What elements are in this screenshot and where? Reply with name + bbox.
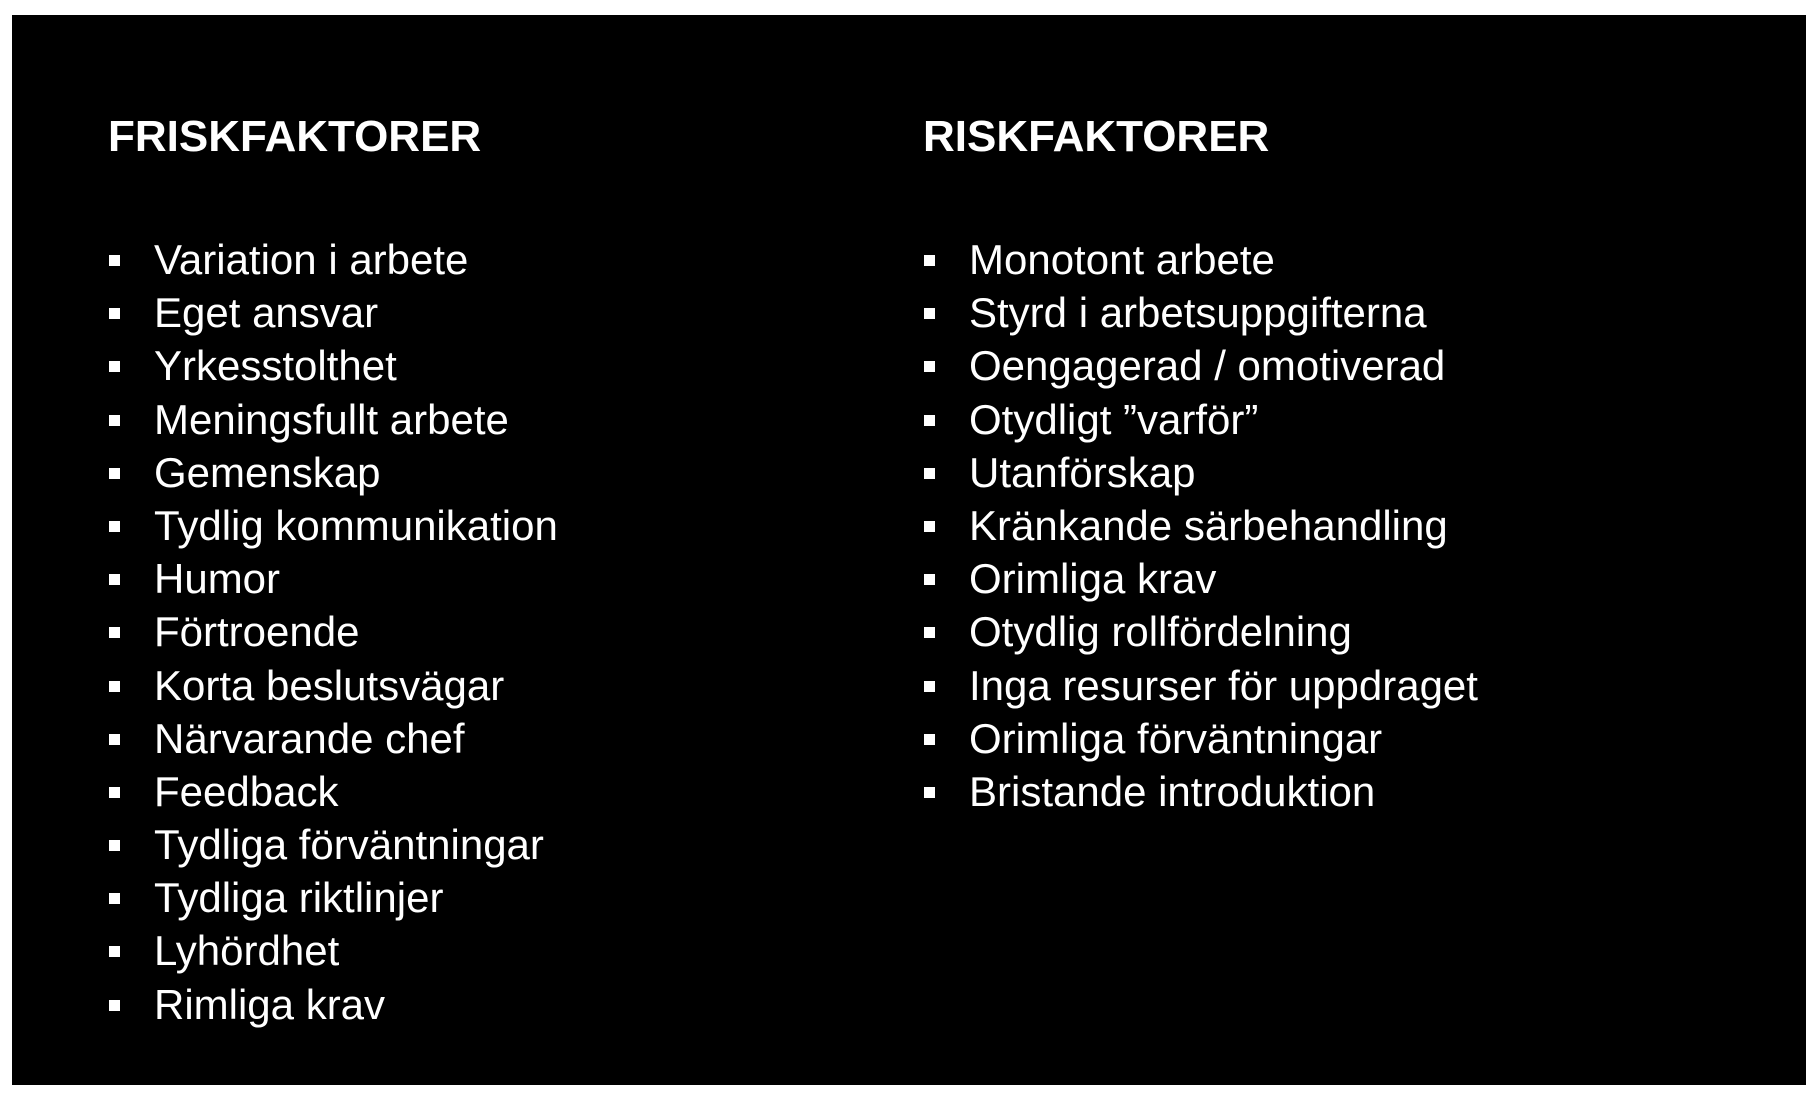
square-bullet-icon [109,681,120,692]
square-bullet-icon [924,468,935,479]
square-bullet-icon [109,255,120,266]
list-item [923,661,1478,718]
square-bullet-icon [109,627,120,638]
square-bullet-icon [924,787,935,798]
list-item-text: Lyhördhet [154,927,340,975]
list-item-text: Bristande introduktion [969,767,1376,815]
square-bullet-icon [924,681,935,692]
riskfaktorer-list [923,236,1478,824]
list-item-text: Oengagerad / omotiverad [969,342,1446,390]
list-item [108,608,558,664]
list-item-text: Tydliga riktlinjer [154,874,444,922]
square-bullet-icon [109,946,120,957]
square-bullet-icon [924,627,935,638]
list-item [108,236,558,292]
list-item-text: Orimliga krav [969,555,1217,603]
list-item [923,608,1478,664]
list-item [108,714,558,771]
friskfaktorer-heading: FRISKFAKTORER [108,112,482,161]
list-item-text: Närvarande chef [154,714,465,762]
list-item [108,289,558,345]
square-bullet-icon [109,840,120,851]
list-item [108,927,558,983]
square-bullet-icon [109,468,120,479]
list-item [108,501,558,558]
list-item-text: Feedback [154,767,339,815]
list-item-text: Tydlig kommunikation [154,501,558,549]
list-item [923,767,1478,824]
list-item [108,874,558,930]
square-bullet-icon [924,574,935,585]
list-item [923,236,1478,292]
list-item-text: Inga resurser för uppdraget [969,661,1478,709]
list-item-text: Rimliga krav [154,980,386,1028]
list-item [923,395,1478,452]
list-item-text: Utanförskap [969,448,1196,496]
square-bullet-icon [924,255,935,266]
square-bullet-icon [109,415,120,426]
list-item [923,555,1478,611]
list-item [923,342,1478,398]
list-item [108,448,558,505]
square-bullet-icon [109,521,120,532]
list-item-text: Yrkesstolthet [154,342,397,390]
list-item [923,714,1478,771]
square-bullet-icon [109,734,120,745]
list-item [923,448,1478,505]
list-item [108,767,558,824]
square-bullet-icon [924,361,935,372]
list-item-text: Monotont arbete [969,236,1275,283]
list-item-text: Kränkande särbehandling [969,501,1448,549]
square-bullet-icon [109,308,120,319]
list-item [108,342,558,398]
list-item-text: Humor [154,555,281,603]
square-bullet-icon [109,1000,120,1011]
list-item-text: Variation i arbete [154,236,469,283]
list-item [923,501,1478,558]
list-item-text: Otydlig rollfördelning [969,608,1352,656]
friskfaktorer-list [108,236,558,1037]
list-item-text: Styrd i arbetsuppgifterna [969,289,1427,337]
list-item-text: Gemenskap [154,448,381,496]
square-bullet-icon [109,574,120,585]
list-item [108,661,558,718]
slide [12,15,1806,1085]
square-bullet-icon [109,893,120,904]
list-item [108,821,558,877]
list-item [923,289,1478,345]
square-bullet-icon [924,308,935,319]
list-item-text: Otydligt ”varför” [969,395,1259,443]
square-bullet-icon [924,734,935,745]
list-item [108,980,558,1037]
list-item-text: Eget ansvar [154,289,379,337]
square-bullet-icon [109,361,120,372]
list-item-text: Förtroende [154,608,360,656]
list-item-text: Tydliga förväntningar [154,821,544,869]
list-item-text: Orimliga förväntningar [969,714,1383,762]
list-item [108,555,558,611]
square-bullet-icon [924,521,935,532]
square-bullet-icon [109,787,120,798]
list-item [108,395,558,452]
list-item-text: Meningsfullt arbete [154,395,509,443]
riskfaktorer-heading: RISKFAKTORER [923,112,1270,161]
list-item-text: Korta beslutsvägar [154,661,505,709]
square-bullet-icon [924,415,935,426]
